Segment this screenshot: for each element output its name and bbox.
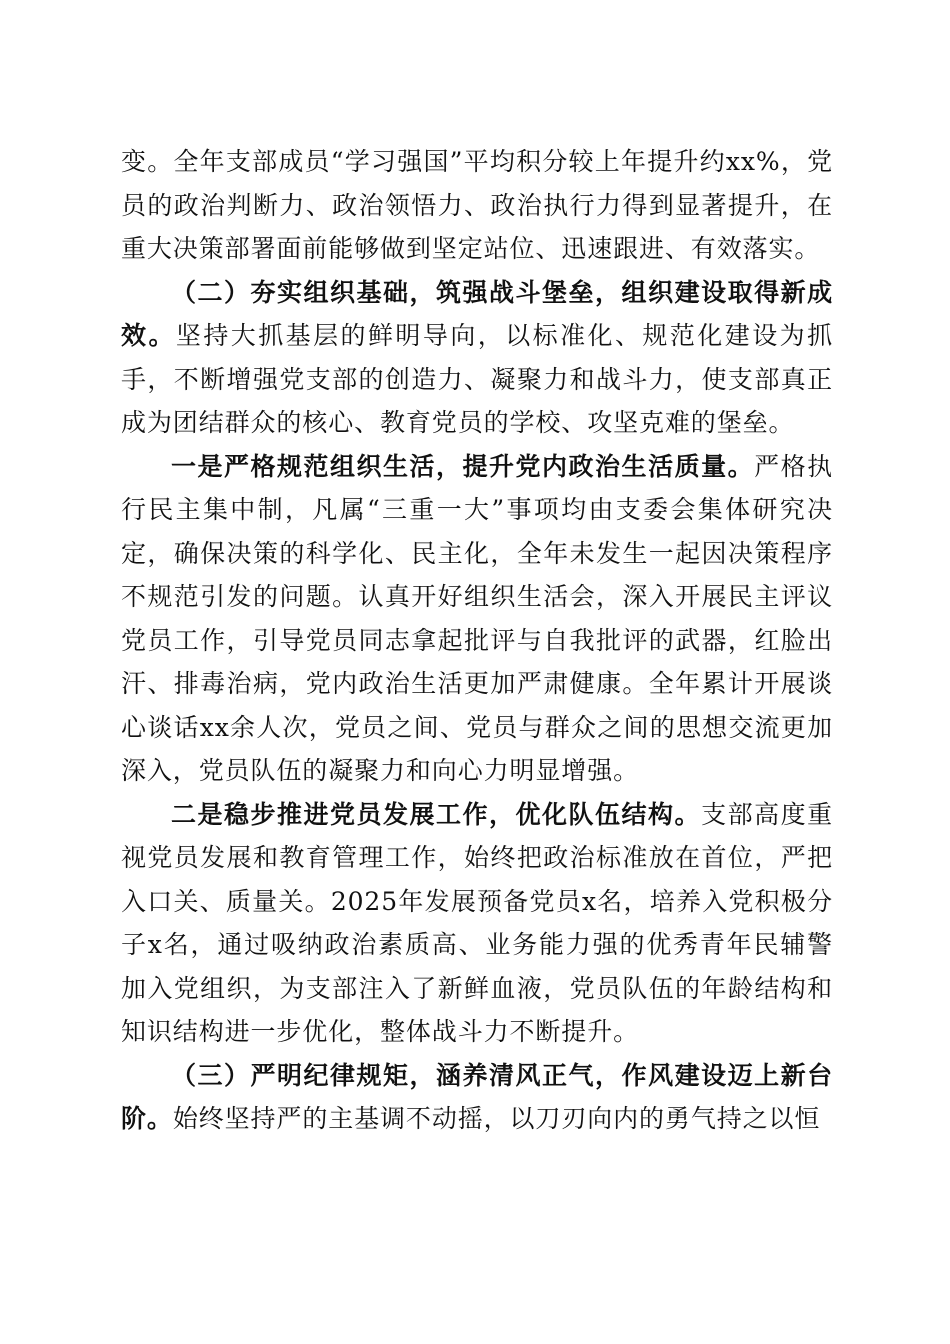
paragraph-lead: 二是稳步推进党员发展工作，优化队伍结构。	[171, 799, 702, 829]
paragraph-continued	[121, 140, 833, 271]
paragraph-text: 支部高度重视党员发展和教育管理工作，始终把政治标准放在首位，严把入口关、质量关。2025年发展预备党员x名，培养入党积极分子x名，通过吸纳政治素质高、业务能力强的优秀青年民辅警加入党组织，为支部注入了新鲜血液，党员队伍的年龄结构和知识结构进一步优化，整体战斗力不断提升。	[121, 799, 833, 1046]
paragraph-lead: （二）夯实组织基础，筑强战斗堡垒，组织建设取得新成效。	[121, 277, 833, 350]
paragraph-text: 始终坚持严的主基调不动摇，以刀刃向内的勇气持之以恒	[172, 1104, 821, 1133]
paragraph-text: 严格执行民主集中制，凡属“三重一大”事项均由支委会集体研究决定，确保决策的科学化、民主化，全年未发生一起因决策程序不规范引发的问题。认真开好组织生活会，深入开展民主评议党员工作，引导党员同志拿起批评与自我批评的武器，红脸出汗、排毒治病，党内政治生活更加严肃健康。全年累计开展谈心谈话xx余人次，党员之间、党员与群众之间的思想交流更加深入，党员队伍的凝聚力和向心力明显增强。	[121, 451, 834, 785]
paragraph-section-three	[121, 1054, 833, 1141]
paragraph-text: 变。全年支部成员“学习强国”平均积分较上年提升约xx%，党员的政治判断力、政治领悟力、政治执行力得到显著提升，在重大决策部署面前能够做到坚定站位、迅速跟进、有效落实。	[121, 147, 833, 263]
paragraph-point-two	[121, 793, 833, 1054]
paragraph-lead: （三）严明纪律规矩，涵养清风正气，作风建设迈上新台阶。	[121, 1060, 833, 1133]
document-body	[121, 140, 833, 1141]
paragraph-point-one	[121, 445, 833, 793]
paragraph-lead: 一是严格规范组织生活，提升党内政治生活质量。	[171, 451, 755, 481]
paragraph-text: 坚持大抓基层的鲜明导向，以标准化、规范化建设为抓手，不断增强党支部的创造力、凝聚力和战斗力，使支部真正成为团结群众的核心、教育党员的学校、攻坚克难的堡垒。	[121, 321, 833, 437]
paragraph-section-two	[121, 271, 833, 445]
